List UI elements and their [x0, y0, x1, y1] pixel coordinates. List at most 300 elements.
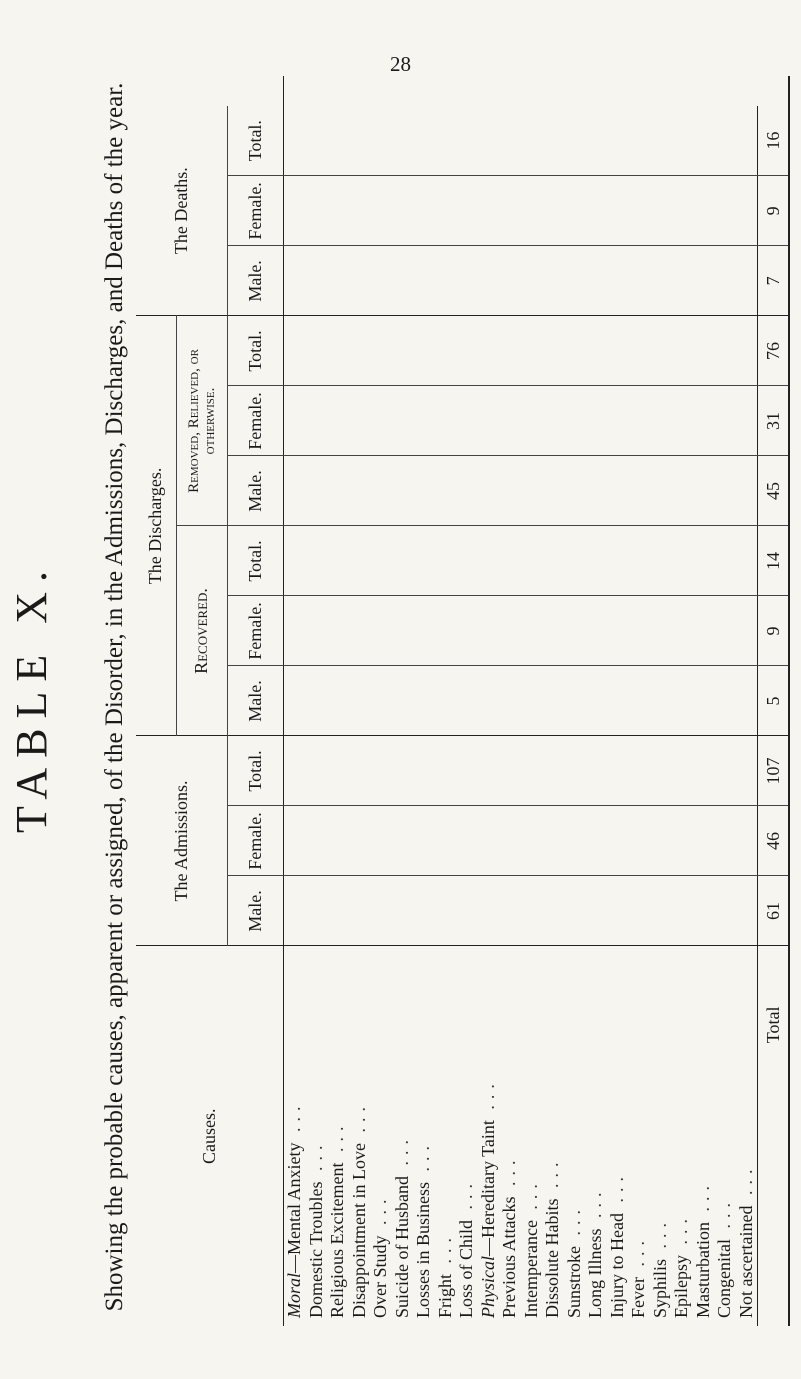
header-death-total: Total.	[228, 106, 284, 176]
cell-dt	[736, 106, 758, 176]
header-discharges: The Discharges.	[136, 316, 177, 736]
cause-label: Fever	[628, 1277, 648, 1318]
death-female-column	[284, 176, 758, 246]
cell-at	[478, 737, 500, 806]
cell-af	[736, 807, 758, 876]
total-death-female: 9	[758, 176, 790, 246]
cell-ot	[628, 316, 650, 385]
header-causes: Causes.	[198, 1108, 219, 1164]
leader-dots: ...	[413, 1139, 433, 1182]
cell-dm	[628, 246, 650, 315]
cell-of	[392, 387, 414, 456]
cell-rf	[607, 597, 629, 666]
cell-af	[564, 807, 586, 876]
cell-df	[456, 176, 478, 245]
cell-of	[327, 387, 349, 456]
cause-label: Masturbation	[692, 1222, 713, 1318]
cell-rf	[456, 597, 478, 666]
cell-rt	[392, 527, 414, 596]
cell-om	[456, 457, 478, 526]
leader-dots: ...	[671, 1213, 691, 1255]
cell-rf	[392, 597, 414, 666]
cell-rm	[736, 667, 758, 736]
rec-male-column	[284, 666, 758, 736]
cell-dm	[327, 246, 349, 315]
cell-of	[306, 387, 328, 456]
cell-df	[435, 176, 457, 245]
cell-of	[650, 387, 672, 456]
cell-of	[435, 387, 457, 456]
cell-rm	[607, 667, 629, 736]
cause-row	[628, 947, 650, 1319]
cause-label: Loss of Child	[456, 1219, 476, 1318]
cause-row	[370, 947, 392, 1319]
cell-ot	[521, 316, 543, 385]
cell-dm	[564, 246, 586, 315]
cell-df	[736, 176, 758, 245]
cell-rm	[628, 667, 650, 736]
header-rem-female: Female.	[228, 386, 284, 456]
cell-dm	[435, 246, 457, 315]
cell-dm	[456, 246, 478, 315]
cell-of	[736, 387, 758, 456]
cell-of	[349, 387, 371, 456]
cell-ot	[542, 316, 564, 385]
cell-dt	[714, 106, 736, 176]
cell-ot	[306, 316, 328, 385]
cell-df	[284, 176, 306, 245]
header-adm-male: Male.	[228, 876, 284, 946]
cell-ot	[585, 316, 607, 385]
cause-list	[284, 947, 757, 1319]
cell-dt	[413, 106, 435, 176]
cell-df	[306, 176, 328, 245]
cell-om	[521, 457, 543, 526]
cause-category: Physical	[477, 1256, 498, 1318]
cell-df	[564, 176, 586, 245]
cell-of	[585, 387, 607, 456]
cell-df	[392, 176, 414, 245]
cell-rt	[456, 527, 478, 596]
cell-of	[478, 387, 500, 456]
cell-om	[392, 457, 414, 526]
cell-rm	[585, 667, 607, 736]
cell-rm	[478, 667, 500, 736]
cell-dm	[349, 246, 371, 315]
cell-rt	[650, 527, 672, 596]
cell-at	[650, 737, 672, 806]
cell-af	[542, 807, 564, 876]
cause-row	[392, 947, 414, 1319]
cell-dt	[499, 106, 521, 176]
cell-ot	[736, 316, 758, 385]
cell-dm	[478, 246, 500, 315]
cell-rt	[306, 527, 328, 596]
cell-at	[284, 737, 306, 806]
cell-af	[327, 807, 349, 876]
cell-df	[370, 176, 392, 245]
cell-dm	[542, 246, 564, 315]
cell-of	[542, 387, 564, 456]
cell-am	[478, 877, 500, 946]
cell-rf	[413, 597, 435, 666]
cell-dm	[370, 246, 392, 315]
cell-am	[392, 877, 414, 946]
total-rem-male: 45	[758, 456, 790, 526]
cell-rm	[392, 667, 414, 736]
cell-rf	[736, 597, 758, 666]
cell-rm	[413, 667, 435, 736]
cell-dt	[628, 106, 650, 176]
leader-dots: ...	[520, 1178, 541, 1221]
leader-dots: ...	[692, 1180, 713, 1222]
leader-dots: ...	[499, 1154, 519, 1197]
cell-dt	[327, 106, 349, 176]
leader-dots: ...	[327, 1120, 347, 1163]
cell-af	[585, 807, 607, 876]
cause-row	[413, 947, 435, 1319]
cell-at	[542, 737, 564, 806]
cell-af	[435, 807, 457, 876]
cell-rt	[671, 527, 693, 596]
cell-rm	[284, 667, 306, 736]
cell-rt	[435, 527, 457, 596]
cell-am	[499, 877, 521, 946]
cell-am	[413, 877, 435, 946]
leader-dots: ...	[456, 1177, 476, 1220]
cell-om	[693, 457, 715, 526]
cell-rf	[370, 597, 392, 666]
cell-ot	[607, 316, 629, 385]
cell-dm	[693, 246, 715, 315]
cell-om	[370, 457, 392, 526]
cell-dm	[650, 246, 672, 315]
cell-dm	[306, 246, 328, 315]
cell-at	[327, 737, 349, 806]
rem-total-column	[284, 316, 758, 386]
cell-af	[349, 807, 371, 876]
header-rec-male: Male.	[228, 666, 284, 736]
cell-rt	[542, 527, 564, 596]
total-rem-female: 31	[758, 386, 790, 456]
cell-rm	[349, 667, 371, 736]
cell-rm	[542, 667, 564, 736]
cell-ot	[435, 316, 457, 385]
cell-at	[736, 737, 758, 806]
cell-om	[714, 457, 736, 526]
leader-dots: ...	[649, 1216, 670, 1259]
cause-row	[736, 947, 758, 1319]
cell-ot	[650, 316, 672, 385]
cell-dm	[284, 246, 306, 315]
cell-ot	[392, 316, 414, 385]
rotated-table-page	[7, 52, 790, 1342]
page-number: 28	[390, 52, 411, 76]
cause-row	[714, 947, 736, 1319]
cell-rf	[435, 597, 457, 666]
cell-rt	[413, 527, 435, 596]
death-male-column	[284, 246, 758, 316]
leader-dots: ...	[585, 1186, 605, 1229]
cell-df	[650, 176, 672, 245]
cell-ot	[456, 316, 478, 385]
cell-om	[585, 457, 607, 526]
total-adm-total: 107	[758, 736, 790, 806]
cell-om	[349, 457, 371, 526]
cell-om	[435, 457, 457, 526]
cell-df	[542, 176, 564, 245]
cell-rm	[714, 667, 736, 736]
cell-at	[564, 737, 586, 806]
death-total-column	[284, 106, 758, 176]
leader-dots: ...	[735, 1163, 756, 1206]
cause-label: Over Study	[370, 1235, 390, 1318]
cell-rf	[628, 597, 650, 666]
cell-am	[284, 877, 306, 946]
cell-af	[671, 807, 693, 876]
cause-label: Previous Attacks	[499, 1196, 519, 1318]
total-adm-female: 46	[758, 806, 790, 876]
cause-row	[327, 947, 349, 1319]
cell-dm	[392, 246, 414, 315]
cell-ot	[284, 316, 306, 385]
cell-dt	[435, 106, 457, 176]
cell-of	[671, 387, 693, 456]
cell-df	[607, 176, 629, 245]
cell-af	[392, 807, 414, 876]
cell-om	[478, 457, 500, 526]
cell-rt	[607, 527, 629, 596]
cell-rt	[478, 527, 500, 596]
cell-am	[714, 877, 736, 946]
cell-df	[478, 176, 500, 245]
cell-at	[349, 737, 371, 806]
cause-label: Syphilis	[649, 1258, 670, 1318]
cause-row	[521, 947, 543, 1319]
cause-label: Fright	[434, 1273, 455, 1318]
cell-at	[435, 737, 457, 806]
cell-dt	[284, 106, 306, 176]
cell-am	[521, 877, 543, 946]
cell-am	[327, 877, 349, 946]
cell-am	[435, 877, 457, 946]
cell-af	[693, 807, 715, 876]
cell-df	[714, 176, 736, 245]
cell-am	[671, 877, 693, 946]
cell-rm	[693, 667, 715, 736]
cell-om	[650, 457, 672, 526]
cell-om	[284, 457, 306, 526]
cell-at	[671, 737, 693, 806]
cell-ot	[693, 316, 715, 385]
cause-label: Not ascertained	[735, 1205, 756, 1318]
cell-at	[413, 737, 435, 806]
cell-am	[370, 877, 392, 946]
cell-rf	[306, 597, 328, 666]
cell-om	[499, 457, 521, 526]
rec-female-column	[284, 596, 758, 666]
leader-dots: ...	[370, 1193, 390, 1236]
cell-dm	[585, 246, 607, 315]
cell-rt	[284, 527, 306, 596]
cell-rt	[714, 527, 736, 596]
cell-rt	[370, 527, 392, 596]
cell-dt	[564, 106, 586, 176]
cell-of	[693, 387, 715, 456]
cell-at	[370, 737, 392, 806]
total-rem-total: 76	[758, 316, 790, 386]
cell-am	[650, 877, 672, 946]
header-death-male: Male.	[228, 246, 284, 316]
cell-of	[564, 387, 586, 456]
cell-df	[413, 176, 435, 245]
total-label: Total	[758, 946, 790, 1326]
cell-at	[585, 737, 607, 806]
cause-category: Moral	[284, 1273, 304, 1318]
cell-dt	[671, 106, 693, 176]
cause-label: Religious Excitement	[327, 1162, 347, 1318]
cell-om	[736, 457, 758, 526]
cause-row	[650, 947, 672, 1319]
cell-rt	[349, 527, 371, 596]
cause-row	[349, 947, 371, 1319]
header-rem-total: Total.	[228, 316, 284, 386]
cause-label: Long Illness	[585, 1228, 605, 1318]
cell-dm	[714, 246, 736, 315]
cell-dt	[370, 106, 392, 176]
cell-at	[306, 737, 328, 806]
cell-dt	[521, 106, 543, 176]
adm-male-column	[284, 876, 758, 946]
cell-am	[306, 877, 328, 946]
cell-rf	[542, 597, 564, 666]
cell-af	[714, 807, 736, 876]
cell-rf	[284, 597, 306, 666]
cell-of	[628, 387, 650, 456]
table-title: TABLE X.	[7, 561, 56, 834]
cell-af	[628, 807, 650, 876]
cell-at	[714, 737, 736, 806]
total-rec-total: 14	[758, 526, 790, 596]
cell-om	[628, 457, 650, 526]
rem-male-column	[284, 456, 758, 526]
cell-dt	[392, 106, 414, 176]
cell-rf	[499, 597, 521, 666]
cell-of	[284, 387, 306, 456]
cell-af	[499, 807, 521, 876]
leader-dots: ...	[477, 1078, 498, 1121]
cell-df	[349, 176, 371, 245]
table-caption: Showing the probable causes, apparent or assigned, of the Disorder, in the Admissions, Discharges, and Deaths of the year.	[101, 82, 128, 1312]
cell-am	[349, 877, 371, 946]
cell-at	[628, 737, 650, 806]
cell-dm	[413, 246, 435, 315]
cell-am	[736, 877, 758, 946]
cell-dt	[607, 106, 629, 176]
cell-am	[564, 877, 586, 946]
cause-label: Intemperance	[520, 1220, 541, 1318]
cell-ot	[478, 316, 500, 385]
rec-total-column	[284, 526, 758, 596]
cell-dt	[306, 106, 328, 176]
total-death-total: 16	[758, 106, 790, 176]
cell-of	[607, 387, 629, 456]
cell-rf	[478, 597, 500, 666]
cell-om	[306, 457, 328, 526]
cause-label: Suicide of Husband	[391, 1176, 412, 1318]
cell-df	[499, 176, 521, 245]
cell-rf	[521, 597, 543, 666]
cause-label: Disappointment in Love	[348, 1143, 369, 1318]
cell-dt	[585, 106, 607, 176]
header-admissions: The Admissions.	[136, 736, 228, 946]
leader-dots: ...	[628, 1235, 648, 1278]
total-death-male: 7	[758, 246, 790, 316]
cell-rt	[327, 527, 349, 596]
cell-dm	[499, 246, 521, 315]
cell-df	[693, 176, 715, 245]
cell-af	[521, 807, 543, 876]
cell-am	[607, 877, 629, 946]
cell-af	[456, 807, 478, 876]
cause-row	[284, 947, 306, 1319]
cell-at	[499, 737, 521, 806]
cell-df	[521, 176, 543, 245]
leader-dots: ...	[542, 1156, 562, 1199]
cell-rf	[349, 597, 371, 666]
cause-row	[499, 947, 521, 1319]
cell-ot	[349, 316, 371, 385]
cell-rf	[327, 597, 349, 666]
cell-ot	[370, 316, 392, 385]
cell-rt	[585, 527, 607, 596]
cause-row	[542, 947, 564, 1319]
cell-dm	[671, 246, 693, 315]
cell-of	[499, 387, 521, 456]
cell-am	[542, 877, 564, 946]
cell-of	[456, 387, 478, 456]
cell-af	[370, 807, 392, 876]
header-rem-male: Male.	[228, 456, 284, 526]
cell-af	[650, 807, 672, 876]
cell-af	[607, 807, 629, 876]
cause-label: Domestic Troubles	[305, 1181, 326, 1318]
cell-om	[607, 457, 629, 526]
cell-am	[585, 877, 607, 946]
header-recovered: Recovered.	[177, 526, 228, 736]
leader-dots: ...	[305, 1139, 326, 1182]
cell-rm	[650, 667, 672, 736]
total-rec-female: 9	[758, 596, 790, 666]
cause-label: Congenital	[714, 1239, 734, 1318]
cell-rm	[456, 667, 478, 736]
cell-rm	[499, 667, 521, 736]
cell-ot	[714, 316, 736, 385]
cell-of	[413, 387, 435, 456]
adm-female-column	[284, 806, 758, 876]
leader-dots: ...	[391, 1134, 412, 1177]
leader-dots: ...	[714, 1197, 734, 1239]
leader-dots: ...	[563, 1204, 584, 1246]
header-rec-total: Total.	[228, 526, 284, 596]
cell-om	[564, 457, 586, 526]
cell-rt	[564, 527, 586, 596]
causes-table	[136, 76, 790, 1326]
leader-dots: ...	[348, 1101, 369, 1144]
cell-ot	[327, 316, 349, 385]
cell-rm	[306, 667, 328, 736]
cell-df	[628, 176, 650, 245]
